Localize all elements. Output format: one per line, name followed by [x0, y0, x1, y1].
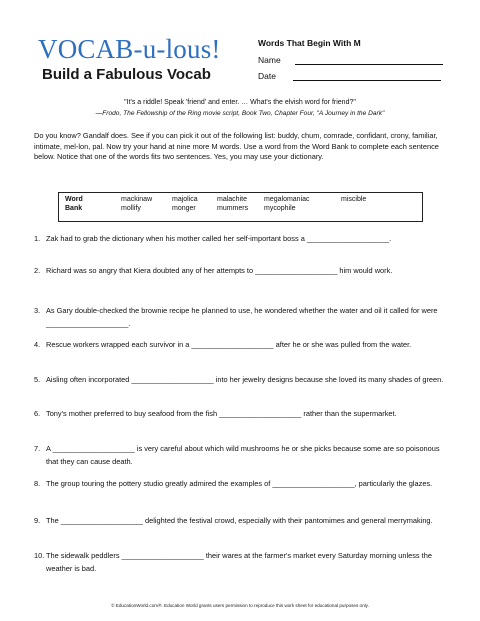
question-number: 5. — [34, 375, 41, 384]
question-number: 1. — [34, 234, 41, 243]
question-number: 4. — [34, 340, 41, 349]
question-text: The sidewalk peddlers ____________________ their wares at the farmer's market every Saturday morning unless the weather is bad. — [46, 551, 432, 573]
question-number: 6. — [34, 409, 41, 418]
question-text: Aisling often incorporated ____________________ into her jewelry designs because she loved its many shades of green. — [46, 375, 444, 384]
date-row — [258, 71, 441, 81]
word-bank — [58, 192, 423, 222]
name-row — [258, 55, 443, 65]
question-text: The group touring the pottery studio greatly admired the examples of ____________________, particularly the glazes. — [46, 479, 433, 488]
name-label: Name — [258, 55, 281, 65]
worksheet-title: Words That Begin With M — [258, 38, 361, 48]
logo-subtitle: Build a Fabulous Vocab — [42, 66, 211, 83]
name-line — [295, 56, 443, 65]
quote-source: —Frodo, The Fellowship of the Ring movie script, Book Two, Chapter Four, "A Journey in the Dark" — [95, 110, 385, 117]
date-line — [293, 72, 441, 81]
question-text: A ____________________ is very careful about which wild mushrooms he or she picks because some are so poisonous that they can cause death. — [46, 444, 440, 466]
question-text: The ____________________ delighted the festival crowd, especially with their pantomimes and general merrymaking. — [46, 516, 433, 525]
word-bank-word: miscible — [341, 196, 367, 203]
question-number: 2. — [34, 266, 41, 275]
question-number: 3. — [34, 306, 41, 315]
footer-copyright: © EducationWorld.com®. Education World grants users permission to reproduce this work sheet for educational purposes only. — [111, 603, 369, 608]
question-number: 7. — [34, 444, 41, 453]
word-bank-word: monger — [172, 205, 196, 212]
question-number: 8. — [34, 479, 41, 488]
question-text: Tony's mother preferred to buy seafood from the fish ____________________ rather than the supermarket. — [46, 409, 397, 418]
question-text: Richard was so angry that Kiera doubted any of her attempts to ____________________ him would work. — [46, 266, 393, 275]
word-bank-label-line1: Word — [65, 196, 83, 203]
intro-paragraph: Do you know? Gandalf does. See if you can pick it out of the following list: buddy, chum, comrade, confidant, crony, familiar, intimate, mel-lon, pal. Now try your hand at nine more M words. Use a word from the Word Bank to complete each sentence below. Notice that one of the words fits two sentences. Yes, you may use your dictionary. — [34, 131, 439, 162]
word-bank-word: mycophile — [264, 205, 296, 212]
question-text: Rescue workers wrapped each survivor in a ____________________ after he or she was pulled from the water. — [46, 340, 412, 349]
question-text: Zak had to grab the dictionary when his mother called her self-important boss a ____________________. — [46, 234, 392, 243]
word-bank-label — [65, 196, 83, 213]
word-bank-word: majolica — [172, 196, 198, 203]
logo-title: VOCAB-u-lous! — [38, 34, 221, 64]
quote-text: "It's a riddle! Speak 'friend' and enter. … What's the elvish word for friend?" — [124, 99, 356, 106]
word-bank-word: malachite — [217, 196, 247, 203]
word-bank-word: mackinaw — [121, 196, 153, 203]
word-bank-word: megalomaniac — [264, 196, 310, 203]
word-bank-label-line2: Bank — [65, 204, 83, 212]
word-bank-word: mollify — [121, 205, 141, 212]
question-text: As Gary double-checked the brownie recipe he planned to use, he wondered whether the water and oil it called for were ____________________. — [46, 306, 438, 328]
date-label: Date — [258, 71, 276, 81]
question-number: 9. — [34, 516, 41, 525]
question-number: 10. — [34, 551, 45, 560]
word-bank-word: mummers — [217, 205, 249, 212]
